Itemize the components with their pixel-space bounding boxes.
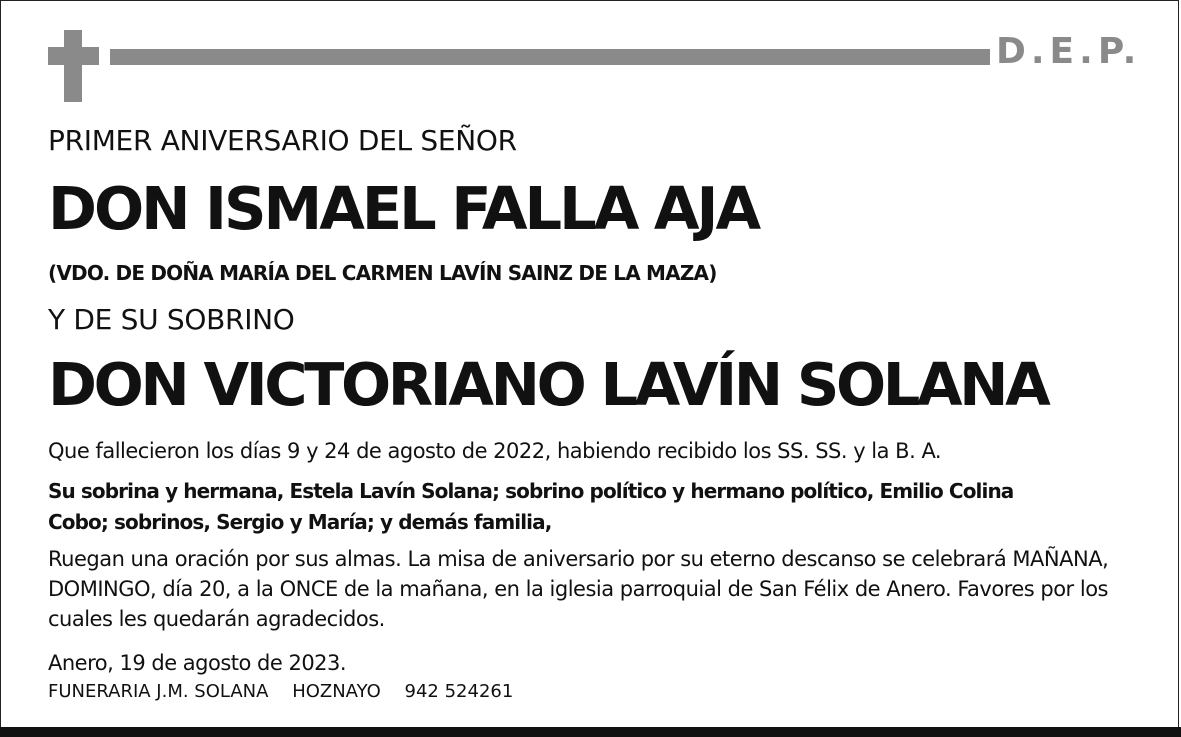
place-date: Anero, 19 de agosto de 2023. [48, 651, 347, 675]
funeral-home-phone: 942 524261 [404, 681, 514, 702]
family-list: Su sobrina y hermana, Estela Lavín Solana; sobrino político y hermano político, Emilio Colina Cobo; sobrinos, Sergio y María; y demás familia, [48, 479, 1014, 534]
cross-icon [64, 30, 82, 102]
dep-label: D.E.P. [996, 31, 1142, 72]
widower-note: (VDO. DE DOÑA MARÍA DEL CARMEN LAVÍN SAINZ DE LA MAZA) [48, 261, 717, 285]
anniversary-intro: PRIMER ANIVERSARIO DEL SEÑOR [48, 124, 517, 157]
header-rule [110, 49, 990, 65]
funeral-home-line [48, 679, 1148, 705]
bottom-rule [0, 727, 1181, 737]
mass-request: Ruegan una oración por sus almas. La misa de aniversario por su eterno descanso se celebrará MAÑANA, DOMINGO, día 20, a la ONCE de la mañana, en la iglesia parroquial de San Félix de Anero. Favores por los cuales les quedarán agradecidos. [48, 547, 1109, 631]
cross-icon-bar [48, 47, 99, 65]
deceased-name-1: DON ISMAEL FALLA AJA [48, 174, 759, 243]
funeral-home-name: FUNERARIA J.M. SOLANA [48, 681, 269, 702]
death-info: Que fallecieron los días 9 y 24 de agosto de 2022, habiendo recibido los SS. SS. y la B. A. [48, 439, 942, 463]
deceased-name-2: DON VICTORIANO LAVÍN SOLANA [48, 350, 1048, 419]
nephew-intro: Y DE SU SOBRINO [48, 303, 295, 336]
funeral-home-town: HOZNAYO [292, 681, 381, 702]
